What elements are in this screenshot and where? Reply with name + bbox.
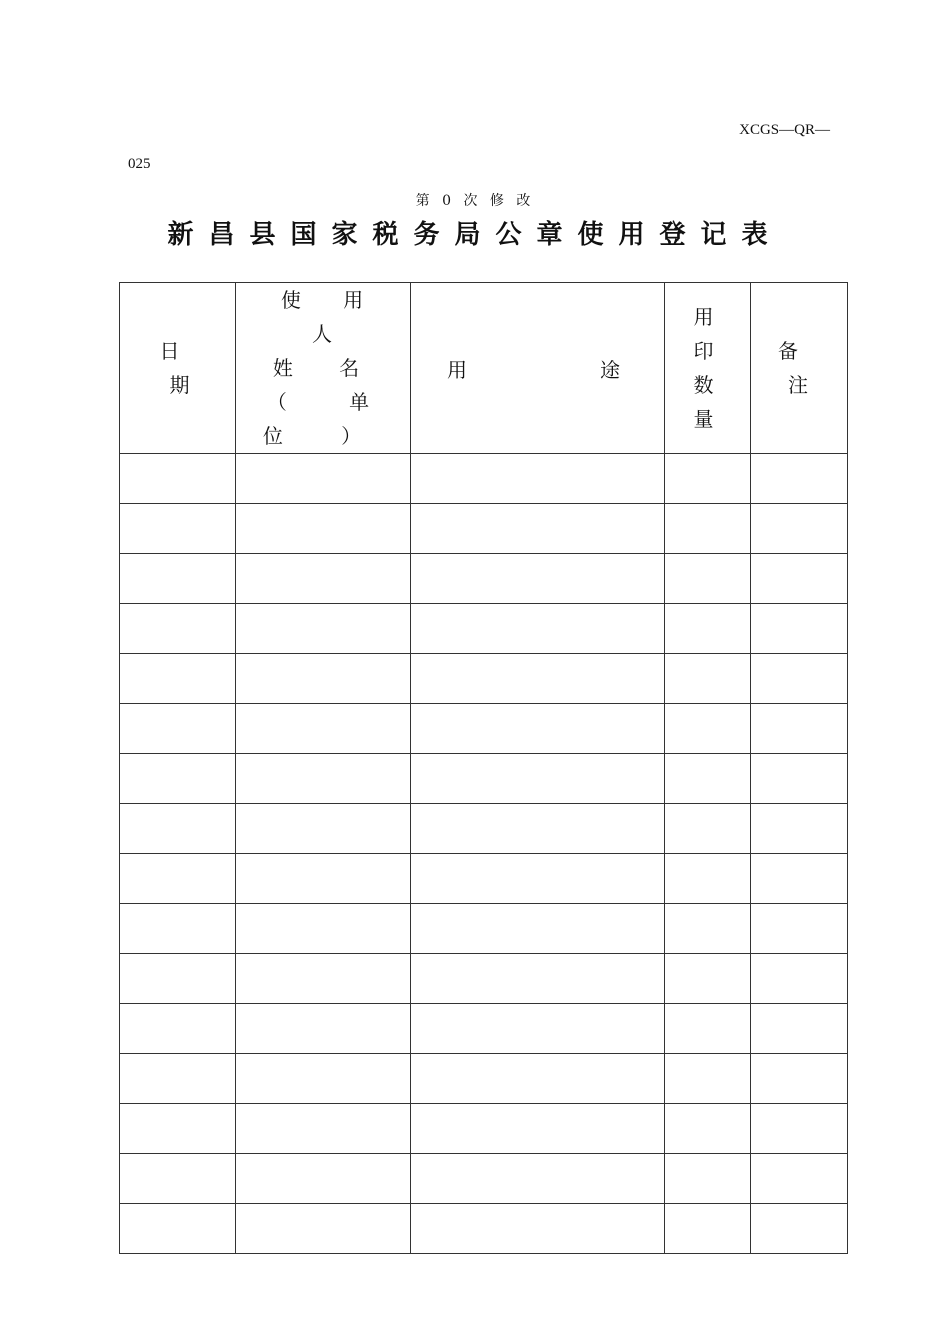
purpose-cell[interactable] bbox=[411, 1054, 665, 1104]
purpose-cell[interactable] bbox=[411, 604, 665, 654]
table-row bbox=[120, 954, 848, 1004]
note-cell[interactable] bbox=[751, 1054, 848, 1104]
note-cell[interactable] bbox=[751, 704, 848, 754]
header-count-char-3: 数 bbox=[693, 373, 714, 397]
header-row bbox=[120, 283, 848, 454]
user-cell[interactable] bbox=[236, 1004, 411, 1054]
user-cell[interactable] bbox=[236, 1054, 411, 1104]
seal-usage-register-table bbox=[119, 282, 848, 1254]
purpose-cell[interactable] bbox=[411, 1204, 665, 1254]
table-row bbox=[120, 904, 848, 954]
note-cell[interactable] bbox=[751, 654, 848, 704]
purpose-cell[interactable] bbox=[411, 704, 665, 754]
note-cell[interactable] bbox=[751, 554, 848, 604]
note-cell[interactable] bbox=[751, 1154, 848, 1204]
user-cell[interactable] bbox=[236, 754, 411, 804]
user-cell[interactable] bbox=[236, 904, 411, 954]
date-cell[interactable] bbox=[120, 604, 236, 654]
header-date-char-2: 期 bbox=[169, 373, 190, 397]
user-cell[interactable] bbox=[236, 1104, 411, 1154]
note-cell[interactable] bbox=[751, 904, 848, 954]
purpose-cell[interactable] bbox=[411, 504, 665, 554]
date-cell[interactable] bbox=[120, 854, 236, 904]
header-user-name bbox=[236, 283, 411, 454]
count-cell[interactable] bbox=[665, 604, 751, 654]
date-cell[interactable] bbox=[120, 504, 236, 554]
user-cell[interactable] bbox=[236, 654, 411, 704]
table-row bbox=[120, 554, 848, 604]
count-cell[interactable] bbox=[665, 904, 751, 954]
user-cell[interactable] bbox=[236, 604, 411, 654]
table-row bbox=[120, 1054, 848, 1104]
note-cell[interactable] bbox=[751, 954, 848, 1004]
header-note-char-1: 备 bbox=[778, 339, 798, 363]
purpose-cell[interactable] bbox=[411, 654, 665, 704]
count-cell[interactable] bbox=[665, 554, 751, 604]
count-cell[interactable] bbox=[665, 1204, 751, 1254]
table-row bbox=[120, 804, 848, 854]
note-cell[interactable] bbox=[751, 754, 848, 804]
date-cell[interactable] bbox=[120, 1054, 236, 1104]
date-cell[interactable] bbox=[120, 704, 236, 754]
date-cell[interactable] bbox=[120, 1004, 236, 1054]
count-cell[interactable] bbox=[665, 454, 751, 504]
purpose-cell[interactable] bbox=[411, 554, 665, 604]
header-purpose bbox=[411, 283, 665, 454]
user-cell[interactable] bbox=[236, 954, 411, 1004]
date-cell[interactable] bbox=[120, 1204, 236, 1254]
count-cell[interactable] bbox=[665, 504, 751, 554]
table-row bbox=[120, 504, 848, 554]
date-cell[interactable] bbox=[120, 954, 236, 1004]
header-seal-count bbox=[665, 283, 751, 454]
header-user-line-1: 使 用 人 bbox=[280, 288, 382, 346]
date-cell[interactable] bbox=[120, 554, 236, 604]
count-cell[interactable] bbox=[665, 1154, 751, 1204]
note-cell[interactable] bbox=[751, 1104, 848, 1154]
table-row bbox=[120, 1104, 848, 1154]
user-cell[interactable] bbox=[236, 504, 411, 554]
header-date-char-1: 日 bbox=[159, 339, 180, 363]
table-row bbox=[120, 1204, 848, 1254]
table-row bbox=[120, 654, 848, 704]
date-cell[interactable] bbox=[120, 1104, 236, 1154]
note-cell[interactable] bbox=[751, 1204, 848, 1254]
header-user-line-4: 位 ） bbox=[262, 424, 388, 448]
document-code: XCGS—QR— bbox=[739, 122, 830, 138]
table-row bbox=[120, 604, 848, 654]
note-cell[interactable] bbox=[751, 854, 848, 904]
count-cell[interactable] bbox=[665, 1004, 751, 1054]
purpose-cell[interactable] bbox=[411, 804, 665, 854]
purpose-cell[interactable] bbox=[411, 1004, 665, 1054]
user-cell[interactable] bbox=[236, 1154, 411, 1204]
purpose-cell[interactable] bbox=[411, 954, 665, 1004]
purpose-cell[interactable] bbox=[411, 1154, 665, 1204]
header-note bbox=[751, 283, 848, 454]
register-body bbox=[120, 454, 848, 1254]
count-cell[interactable] bbox=[665, 954, 751, 1004]
purpose-cell[interactable] bbox=[411, 454, 665, 504]
date-cell[interactable] bbox=[120, 454, 236, 504]
page-title: 新昌县国家税务局公章使用登记表 bbox=[167, 220, 783, 250]
date-cell[interactable] bbox=[120, 904, 236, 954]
user-cell[interactable] bbox=[236, 554, 411, 604]
purpose-cell[interactable] bbox=[411, 904, 665, 954]
purpose-cell[interactable] bbox=[411, 854, 665, 904]
header-note-char-2: 注 bbox=[788, 373, 808, 397]
user-cell[interactable] bbox=[236, 854, 411, 904]
user-cell[interactable] bbox=[236, 804, 411, 854]
date-cell[interactable] bbox=[120, 1154, 236, 1204]
date-cell[interactable] bbox=[120, 654, 236, 704]
header-count-char-2: 印 bbox=[693, 339, 714, 363]
note-cell[interactable] bbox=[751, 454, 848, 504]
header-count-char-4: 量 bbox=[693, 407, 714, 431]
header-date bbox=[120, 283, 236, 454]
purpose-cell[interactable] bbox=[411, 1104, 665, 1154]
table-row bbox=[120, 454, 848, 504]
note-cell[interactable] bbox=[751, 604, 848, 654]
purpose-cell[interactable] bbox=[411, 754, 665, 804]
header-purpose-char-2: 途 bbox=[600, 357, 620, 382]
user-cell[interactable] bbox=[236, 704, 411, 754]
note-cell[interactable] bbox=[751, 1004, 848, 1054]
header-purpose-char-1: 用 bbox=[447, 357, 467, 382]
table-row bbox=[120, 704, 848, 754]
count-cell[interactable] bbox=[665, 654, 751, 704]
table-row bbox=[120, 1004, 848, 1054]
date-cell[interactable] bbox=[120, 804, 236, 854]
user-cell[interactable] bbox=[236, 454, 411, 504]
table-row bbox=[120, 1154, 848, 1204]
note-cell[interactable] bbox=[751, 504, 848, 554]
count-cell[interactable] bbox=[665, 704, 751, 754]
table-row bbox=[120, 754, 848, 804]
user-cell[interactable] bbox=[236, 1204, 411, 1254]
date-cell[interactable] bbox=[120, 754, 236, 804]
header-user-line-3: （ 单 bbox=[266, 390, 398, 414]
revision-note: 第 0 次 修 改 bbox=[415, 193, 535, 209]
count-cell[interactable] bbox=[665, 804, 751, 854]
header-user-line-2: 姓 名 bbox=[272, 356, 380, 380]
document-code-suffix: 025 bbox=[128, 156, 151, 172]
count-cell[interactable] bbox=[665, 854, 751, 904]
header-count-char-1: 用 bbox=[693, 305, 714, 329]
table-row bbox=[120, 854, 848, 904]
count-cell[interactable] bbox=[665, 1104, 751, 1154]
count-cell[interactable] bbox=[665, 754, 751, 804]
note-cell[interactable] bbox=[751, 804, 848, 854]
count-cell[interactable] bbox=[665, 1054, 751, 1104]
